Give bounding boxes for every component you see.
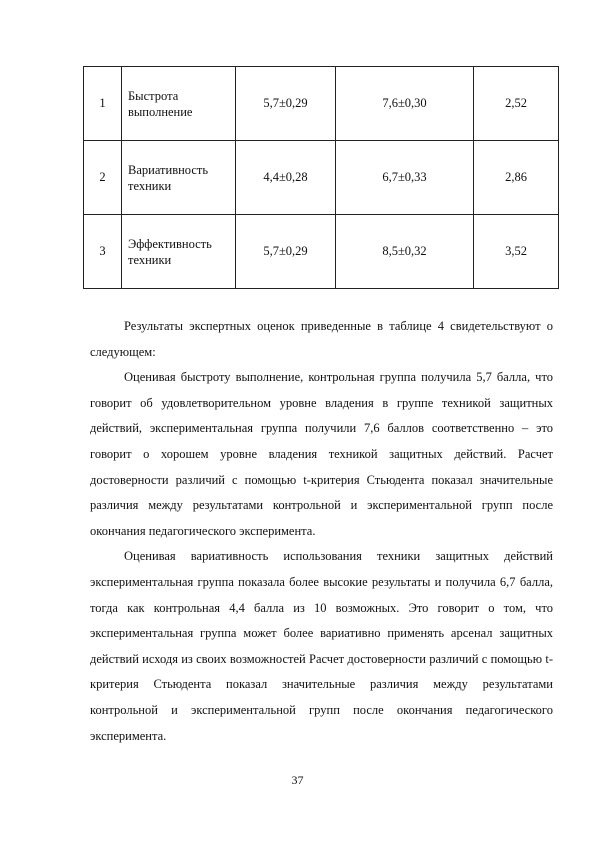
experimental-group-value: 8,5±0,32 (336, 215, 474, 289)
paragraph-variability: Оценивая вариативность использования техники защитных действий экспериментальная группа показала более высокие результаты и получила 6,7 балла, тогда как контрольная 4,4 балла из 10 возможных. Это говорит о том, что экспериментальная группа может более вариативно применять арсенал защитных действий исходя из своих возможностей Расчет достоверности различий с помощью t-критерия Стьюдента показал значительные различия между результатами контрольной и экспериментальной групп после окончания педагогического эксперимента. (90, 549, 553, 743)
row-number: 2 (84, 141, 122, 215)
page-number: 37 (291, 773, 304, 787)
body-text (90, 314, 553, 749)
t-criterion-value: 3,52 (474, 215, 559, 289)
table-row (84, 215, 559, 289)
results-table (83, 66, 559, 289)
row-number: 3 (84, 215, 122, 289)
control-group-value: 5,7±0,29 (236, 215, 336, 289)
control-group-value: 4,4±0,28 (236, 141, 336, 215)
experimental-group-value: 6,7±0,33 (336, 141, 474, 215)
table-row (84, 141, 559, 215)
paragraph-intro: Результаты экспертных оценок приведенные в таблице 4 свидетельствуют о следующем: (90, 319, 553, 359)
t-criterion-value: 2,86 (474, 141, 559, 215)
indicator-name: Эффективность техники (122, 215, 236, 289)
control-group-value: 5,7±0,29 (236, 67, 336, 141)
paragraph-speed: Оценивая быстроту выполнение, контрольная группа получила 5,7 балла, что говорит об удовлетворительном уровне владения в группе техникой защитных действий, экспериментальная группа получили 7,6 баллов соответственно – это говорит о хорошем уровне владения техникой защитных действий. Расчет достоверности различий с помощью t-критерия Стьюдента показал значительные различия между результатами контрольной и экспериментальной групп после окончания педагогического эксперимента. (90, 370, 553, 538)
table-row (84, 67, 559, 141)
t-criterion-value: 2,52 (474, 67, 559, 141)
experimental-group-value: 7,6±0,30 (336, 67, 474, 141)
row-number: 1 (84, 67, 122, 141)
indicator-name: Быстрота выполнение (122, 67, 236, 141)
indicator-name: Вариативность техники (122, 141, 236, 215)
